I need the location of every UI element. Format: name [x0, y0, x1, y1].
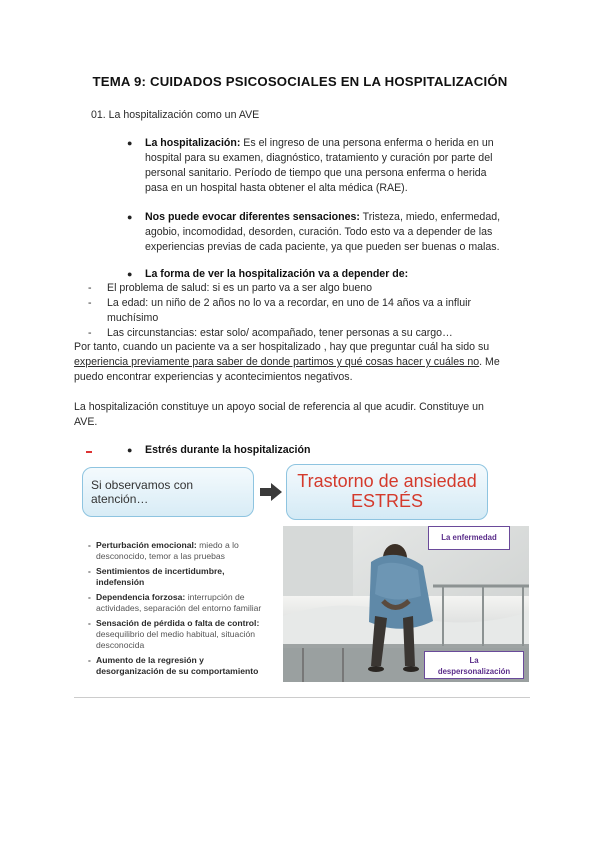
list-item: - La edad: un niño de 2 años no lo va a recordar, en uno de 14 años va a influir: [88, 297, 471, 309]
list-item: - Perturbación emocional: miedo a lo desconocido, temor a las pruebas: [88, 540, 239, 561]
bullet-dot-icon: ●: [127, 212, 133, 222]
bullet-dot-icon: ●: [127, 445, 133, 455]
text: Tristeza, miedo, enfermedad,: [359, 211, 501, 223]
dash-list: [74, 281, 534, 341]
text: experiencias previas de cada paciente, ya que pueden ser buenas o malas.: [145, 241, 500, 253]
list-item: - El problema de salud: si es un parto va a ser algo bueno: [88, 282, 373, 294]
red-mark: [86, 451, 92, 453]
term: La forma de ver la hospitalización va a depender de:: [145, 268, 409, 280]
list-item: - Sentimientos de incertidumbre, indefensión: [88, 566, 225, 587]
list-item: - Sensación de pérdida o falta de control: desequilibrio del medio habitual, situación desconocida: [88, 618, 260, 650]
list-item: - Dependencia forzosa: interrupción de actividades, separación del entorno familiar: [88, 592, 262, 613]
list-item: - Aumento de la regresión y desorganización de su comportamiento: [88, 655, 259, 676]
paragraph-apoyo: La hospitalización constituye un apoyo social de referencia al que acudir. Constituye un AVE.: [74, 401, 484, 428]
list-item-continuation: muchísimo: [107, 312, 159, 324]
term: Nos puede evocar diferentes sensaciones:: [145, 211, 360, 223]
anxiety-subtitle: ESTRÉS: [350, 491, 424, 511]
bullet-dot-icon: ●: [127, 138, 133, 148]
anxiety-box: [286, 464, 488, 520]
term: La hospitalización:: [145, 137, 241, 149]
text: personal sanitario. Período de tiempo que una persona enferma o herida: [145, 167, 487, 179]
observation-box: [82, 467, 254, 517]
bullet-dot-icon: ●: [127, 269, 133, 279]
arrow-right-icon: [260, 483, 282, 501]
page-title: TEMA 9: CUIDADOS PSICOSOCIALES EN LA HOSPITALIZACIÓN: [92, 74, 508, 89]
text: hospital para su examen, diagnóstico, tratamiento y curación por parte del: [145, 152, 493, 164]
text: pasa en un hospital hasta obtener el alta médica (RAE).: [145, 182, 408, 194]
observation-text: Si observamos con atención…: [91, 478, 194, 506]
tag-despersonalizacion: La despersonalización: [424, 651, 524, 679]
anxiety-title: Trastorno de ansiedad: [297, 471, 477, 491]
list-item: - Las circunstancias: estar solo/ acompañado, tener personas a su cargo…: [88, 327, 453, 339]
paragraph-experiencia: Por tanto, cuando un paciente va a ser hospitalizado , hay que preguntar cuál ha sido su experiencia previamente para saber de donde partimos y qué cosas hacer y cuáles no. Me puedo encontrar experiencias y acontecimientos negativos.: [74, 341, 500, 383]
divider: [74, 697, 530, 698]
text: agobio, incomodidad, desorden, curación. Todo esto va a depender de las: [145, 226, 493, 238]
underlined-text: experiencia previamente para saber de donde partimos y qué cosas hacer y cuáles no: [74, 356, 480, 368]
section-heading: 01. La hospitalización como un AVE: [91, 109, 260, 121]
text: Es el ingreso de una persona enferma o herida en un: [240, 137, 494, 149]
tag-enfermedad: La enfermedad: [428, 526, 510, 550]
stress-factors-list: [88, 540, 286, 677]
